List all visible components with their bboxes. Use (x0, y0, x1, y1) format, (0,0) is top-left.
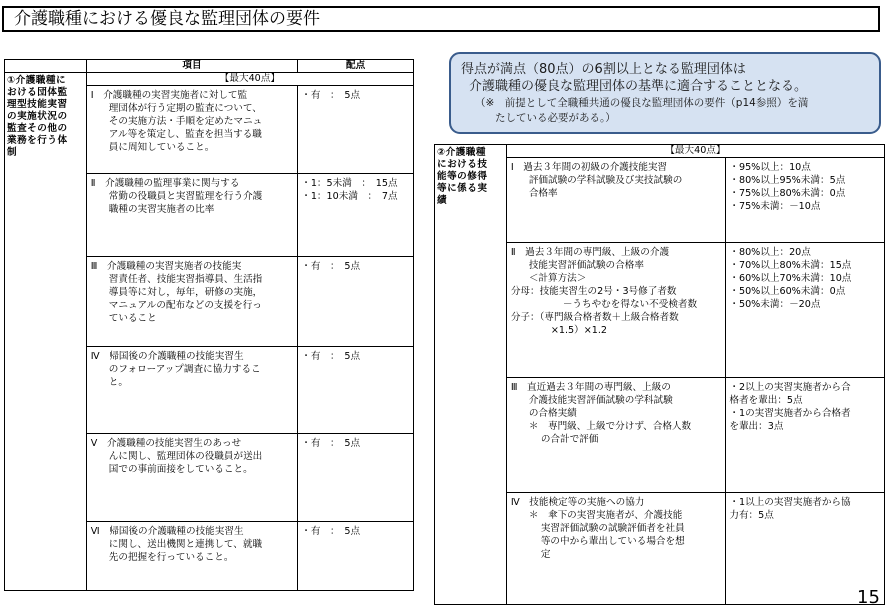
table2-row-3-points: ・2以上の実習実施者から合 格者を輩出：5点 ・1の実習実施者から合格者 を輩出：3点 (726, 378, 885, 493)
table1-category-header (5, 60, 87, 73)
table2-row-1-points: ・95%以上：10点 ・80%以上95%未満：5点 ・75%以上80%未満：0点 ・75%未満：－10点 (726, 158, 885, 243)
table1-row-3-points: ・有 ： 5点 (298, 257, 414, 347)
callout-line-1: 得点が満点（80点）の6割以上となる監理団体は (461, 62, 746, 77)
table1-category: ①介護職種に おける団体監 理型技能実習 の実施状況の 監査その他の 業務を行う体 制 (5, 73, 87, 591)
table1-row-2-points: ・1：5未満 ： 15点 ・1：10未満 ： 7点 (298, 174, 414, 257)
table1-row-4-points: ・有 ： 5点 (298, 347, 414, 434)
table2-row-4-item: Ⅳ 技能検定等の実施への協力 ＊ 傘下の実習実施者が、介護技能 実習評価試験の試験評価者を社員 等の中から輩出している場合を想 定 (506, 493, 726, 605)
callout-note-2: たしている必要がある。） (495, 112, 616, 124)
table1-row-3-item: Ⅲ 介護職種の実習実施者の技能実 習責任者、技能実習指導員、生活指 導員等に対し，毎年，研修の実施， マニュアルの配布などの支援を行っ ていること (86, 257, 297, 347)
table1-max-points: 【最大40点】 (86, 73, 413, 86)
table2-category: ②介護職種 における技 能等の修得 等に係る実 績 (435, 145, 507, 605)
table2-max-points: 【最大40点】 (506, 145, 884, 158)
requirements-table-1 (4, 59, 414, 591)
table1-row-4-item: Ⅳ 帰国後の介護職種の技能実習生 のフォローアップ調査に協力するこ と。 (86, 347, 297, 434)
table1-row-2-item: Ⅱ 介護職種の監理事業に関与する 常勤の役職員と実習監理を行う介護 職種の実習実施者の比率 (86, 174, 297, 257)
table1-row-5-item: Ⅴ 介護職種の技能実習生のあっせ んに関し、監理団体の役職員が送出 国での事前面接をしていること。 (86, 434, 297, 522)
table1-row-6-item: Ⅵ 帰国後の介護職種の技能実習生 に関し、送出機関と連携して、就職 先の把握を行っていること。 (86, 522, 297, 591)
callout-note-1: （※ 前提として全職種共通の優良な監理団体の要件（p14参照）を満 (475, 97, 809, 109)
page-title-text: 介護職種における優良な監理団体の要件 (14, 9, 320, 29)
callout-line-2: 介護職種の優良な監理団体の基準に適合することとなる。 (469, 79, 808, 94)
table1-row-1-points: ・有 ： 5点 (298, 86, 414, 174)
table1-row-5-points: ・有 ： 5点 (298, 434, 414, 522)
page-title (2, 6, 880, 32)
table2-row-3-item: Ⅲ 直近過去３年間の専門級、上級の 介護技能実習評価試験の学科試験 の合格実績 ＊ 専門級、上級で分けず、合格人数 の合計で評価 (506, 378, 726, 493)
table1-row-1-item: Ⅰ 介護職種の実習実施者に対して監 理団体が行う定期の監査について、 その実施方法・手順を定めたマニュ アル等を策定し、監査を担当する職 員に周知していること。 (86, 86, 297, 174)
table1-row-6-points: ・有 ： 5点 (298, 522, 414, 591)
table2-row-1-item: Ⅰ 過去３年間の初級の介護技能実習 評価試験の学科試験及び実技試験の 合格率 (506, 158, 726, 243)
table2-row-4-points: ・1以上の実習実施者から協 力有：5点 (726, 493, 885, 605)
criteria-callout (449, 52, 881, 134)
table1-item-header: 項目 (86, 60, 297, 73)
table1-points-header: 配点 (298, 60, 414, 73)
table2-row-2-points: ・80%以上：20点 ・70%以上80%未満：15点 ・60%以上70%未満：10点 ・50%以上60%未満：0点 ・50%未満：－20点 (726, 243, 885, 378)
requirements-table-2 (434, 144, 885, 605)
table2-row-2-item: Ⅱ 過去３年間の専門級、上級の介護 技能実習評価試験の合格率 ＜計算方法＞ 分母：技能実習生の2号・3号修了者数 －うちやむを得ない不受検者数 分子：（専門級合格者数＋上級合格者数 ×1.5）×1.2 (506, 243, 726, 378)
page-number: 15 (857, 587, 880, 608)
